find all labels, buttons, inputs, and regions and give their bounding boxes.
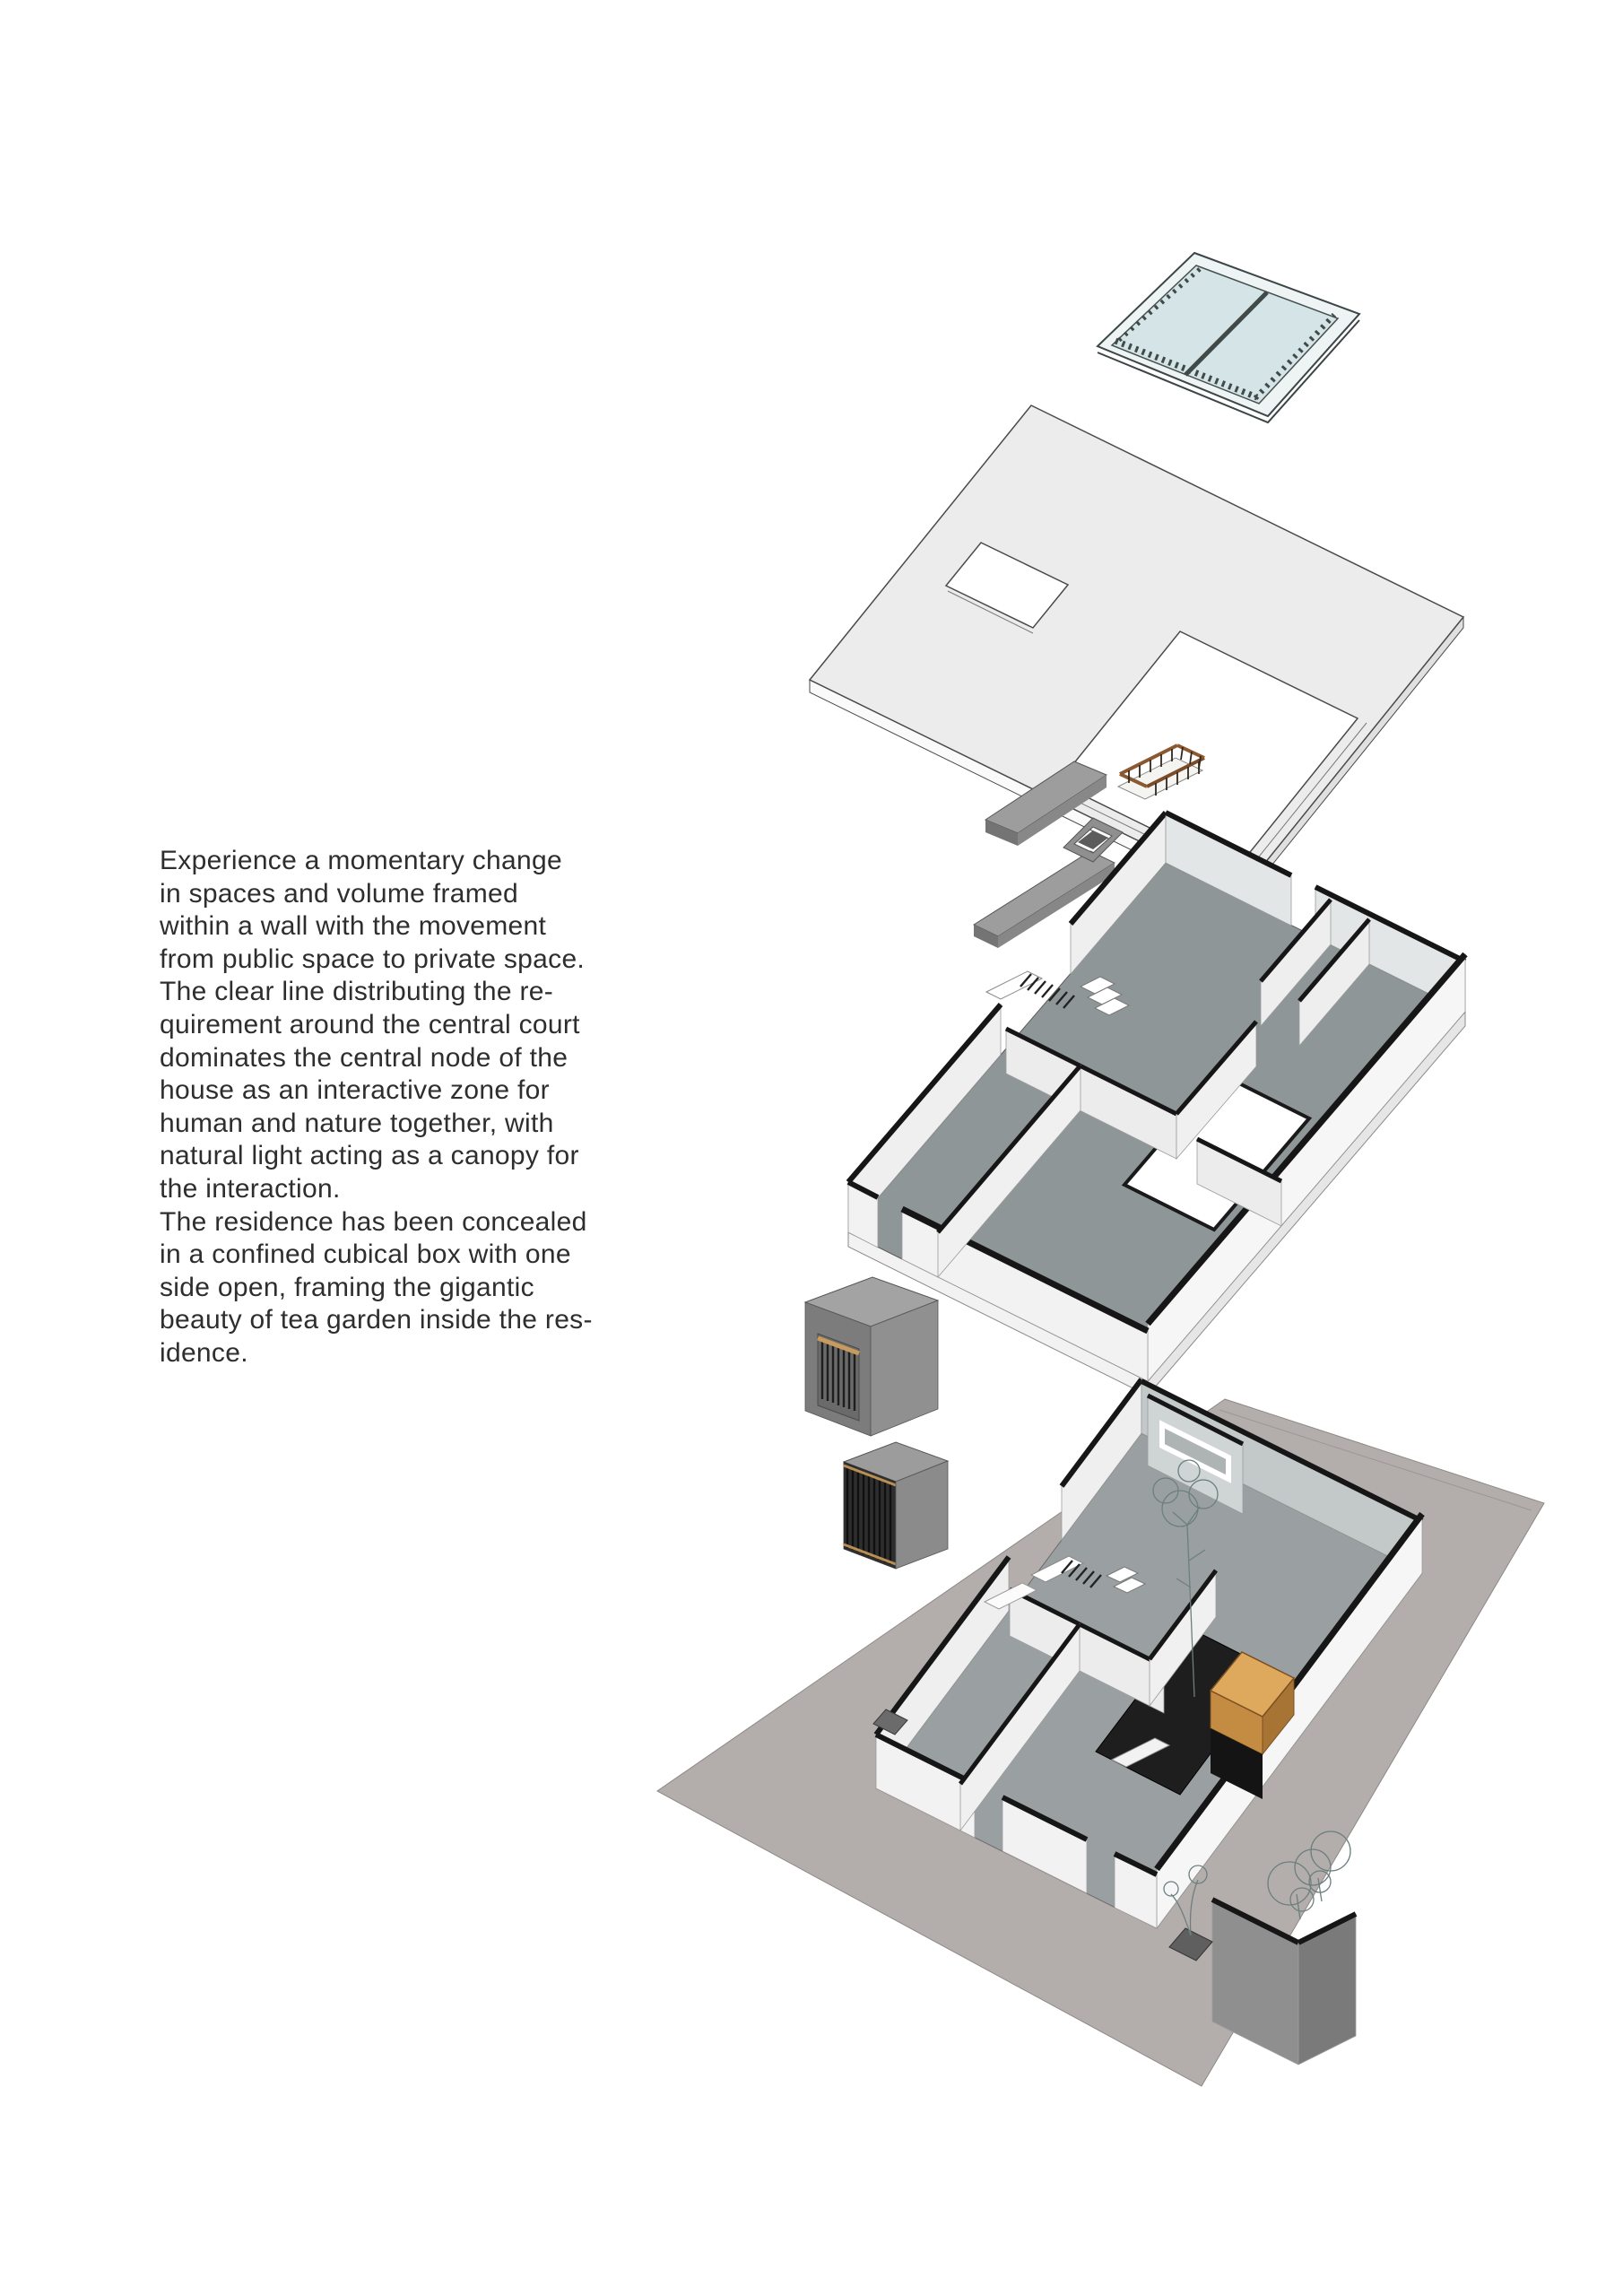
description-line: dominates the central node of the bbox=[160, 1042, 568, 1073]
description-line: house as an interactive zone for bbox=[160, 1075, 550, 1106]
description-line: side open, framing the gigantic bbox=[160, 1272, 534, 1302]
description-line: idence. bbox=[160, 1337, 248, 1368]
description-line: in spaces and volume framed bbox=[160, 878, 518, 909]
roof-slab bbox=[810, 405, 1463, 891]
skylight-layer bbox=[1098, 253, 1359, 422]
description-line: beauty of tea garden inside the res- bbox=[160, 1305, 593, 1335]
description-line: within a wall with the movement bbox=[160, 911, 547, 942]
daybed bbox=[1118, 745, 1204, 799]
stair-landing bbox=[986, 971, 1042, 999]
description-line: human and nature together, with bbox=[160, 1108, 554, 1138]
roof-slab-layer bbox=[810, 405, 1463, 904]
stair-boxes-layer bbox=[805, 1277, 948, 1569]
ground-floor-layer bbox=[657, 1379, 1544, 2086]
courtyard-opening-rim bbox=[1245, 723, 1367, 874]
slatted-box-tall bbox=[805, 1277, 938, 1436]
description-line: in a confined cubical box with one bbox=[160, 1239, 571, 1270]
description-line: quirement around the central court bbox=[160, 1009, 580, 1039]
description-line: Experience a momentary change bbox=[160, 846, 562, 875]
slatted-box-cube bbox=[844, 1442, 948, 1569]
description-line: The clear line distributing the re- bbox=[160, 977, 554, 1007]
description-line: from public space to private space. bbox=[160, 944, 586, 974]
upper-floor-layer bbox=[848, 813, 1465, 1396]
description-line: natural light acting as a canopy for bbox=[160, 1141, 579, 1171]
description-line: the interaction. bbox=[160, 1173, 341, 1204]
description-line: The residence has been concealed bbox=[160, 1206, 587, 1237]
